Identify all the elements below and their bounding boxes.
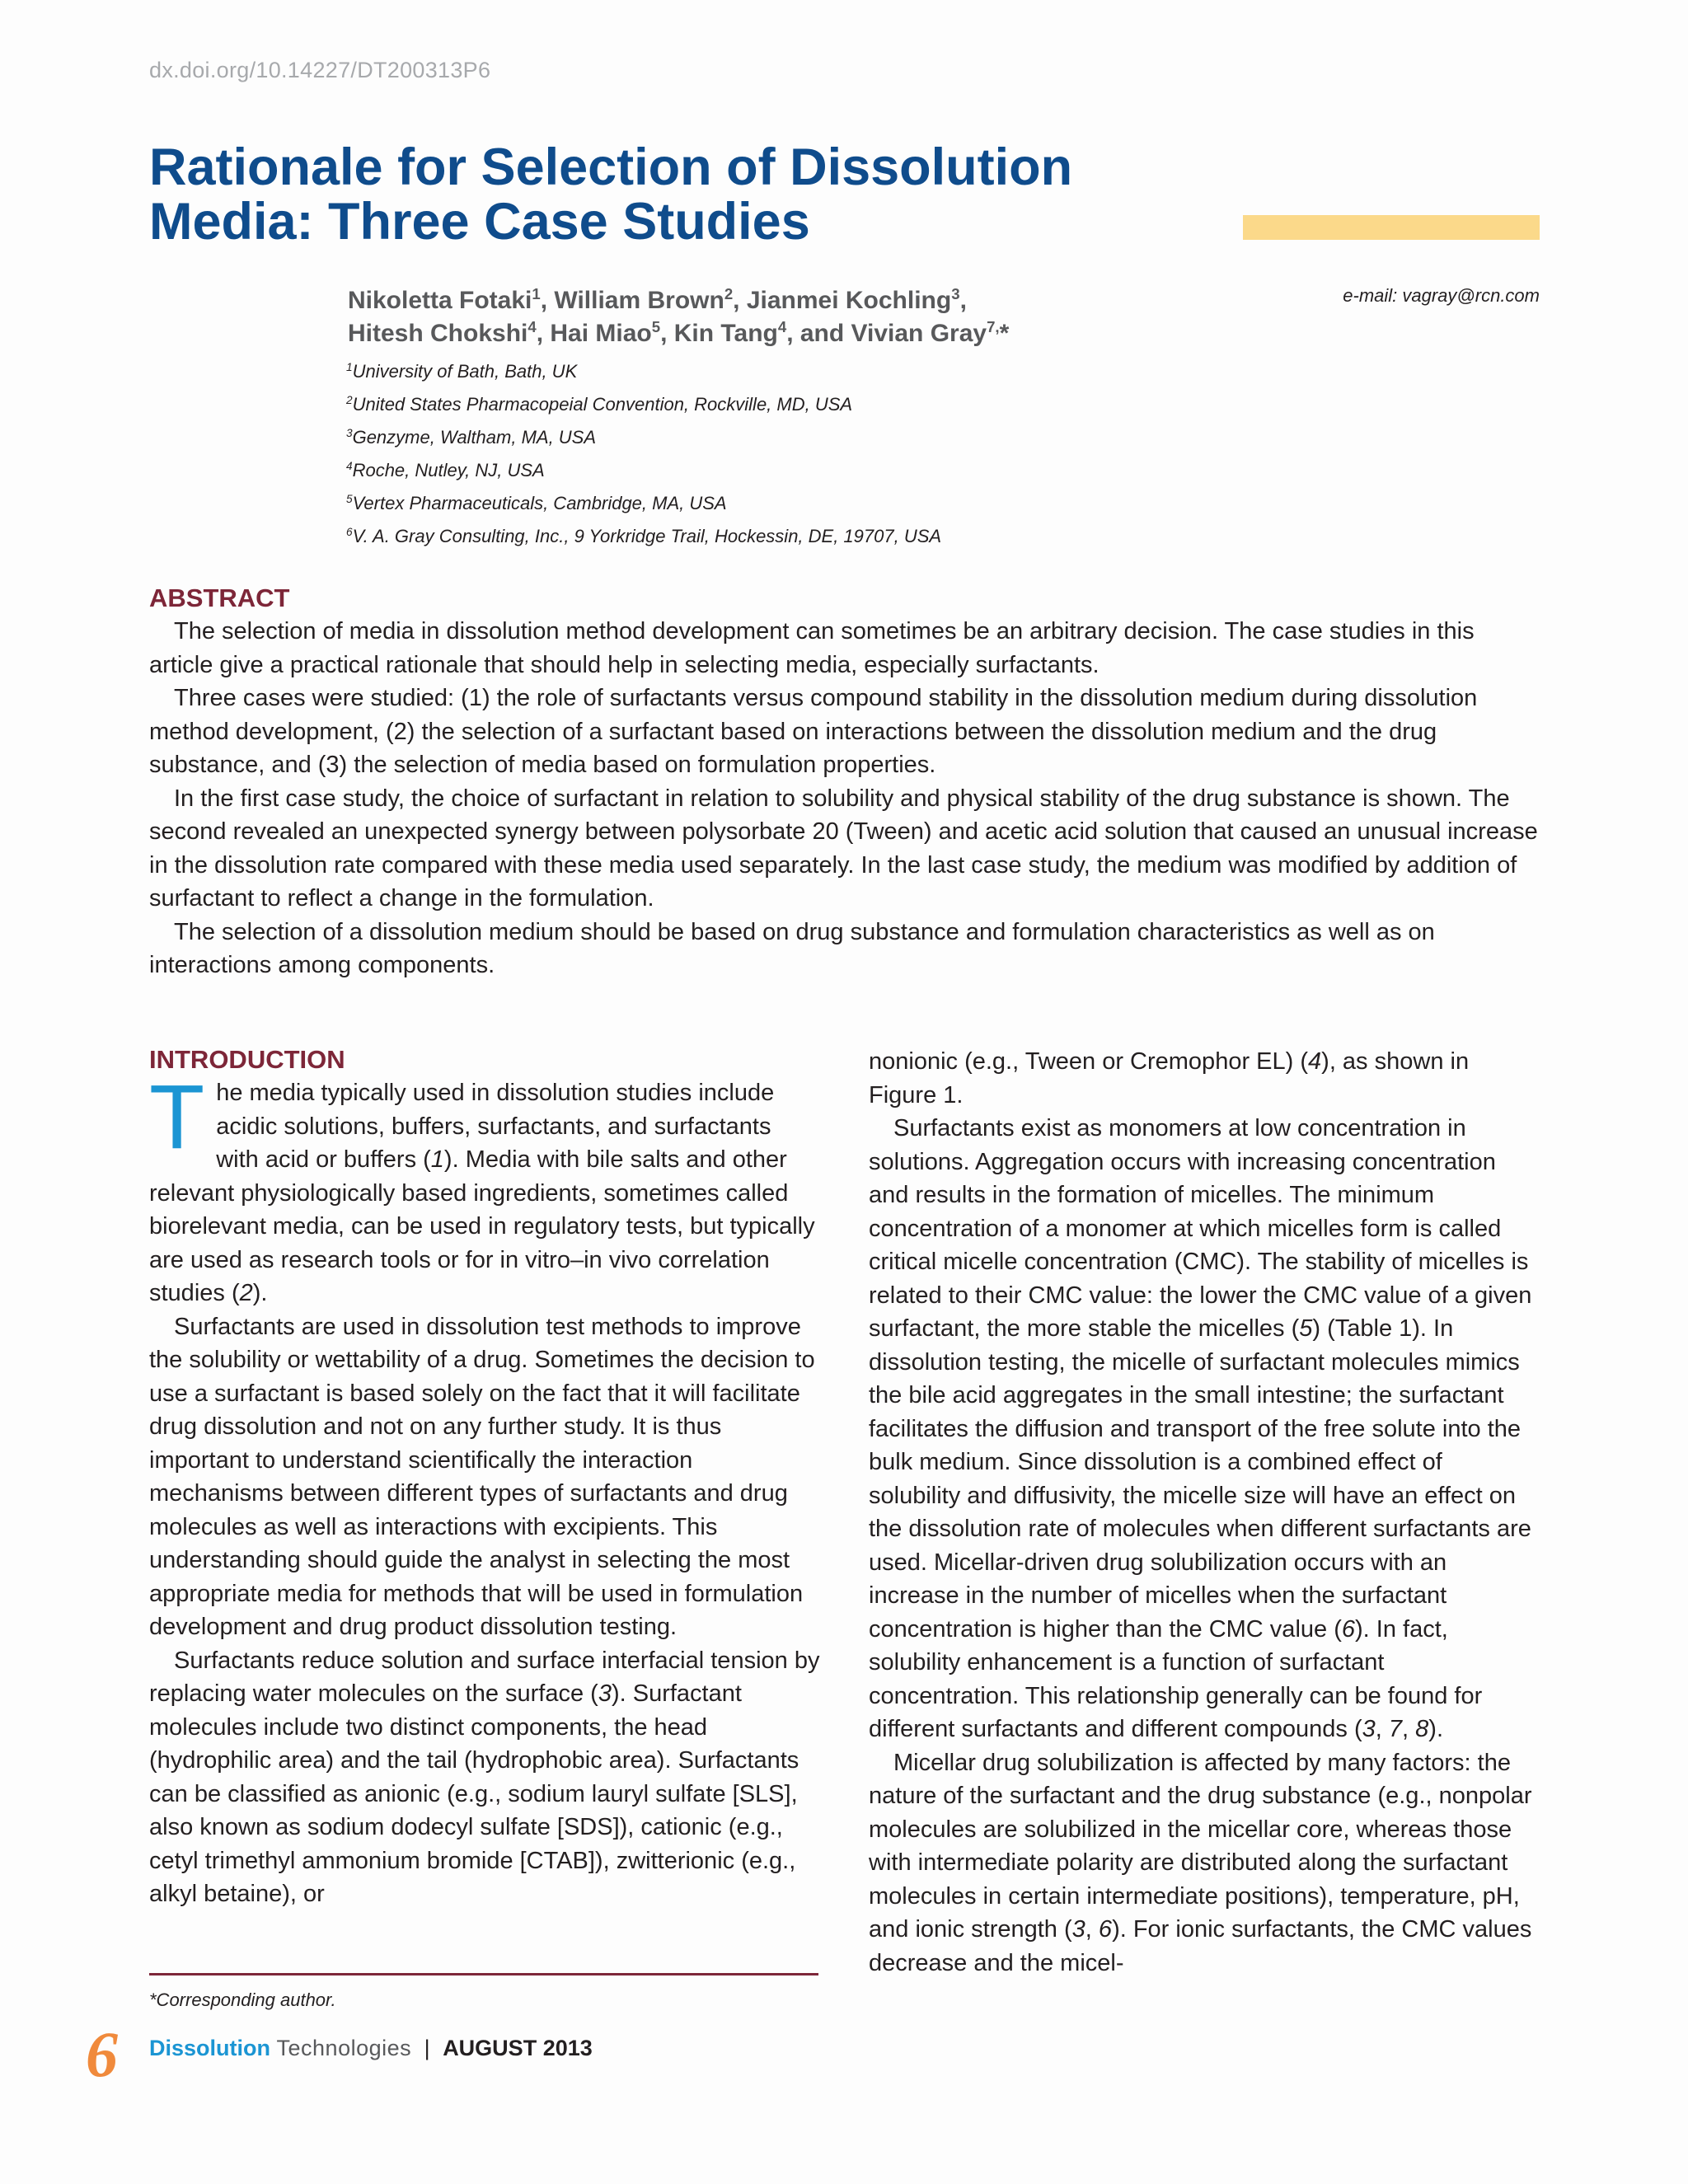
footnote: *Corresponding author.: [149, 1990, 336, 2010]
journal-name-part1: Dissolution: [149, 2036, 270, 2060]
abstract-paragraph: The selection of a dissolution medium should be based on drug substance and formulation characteristics as well as on interactions among components.: [149, 918, 1435, 978]
body-paragraph: Micellar drug solubilization is affected by many factors: the nature of the surfactant and the drug substance (e.g., nonpolar molecules are solubilized in the micellar core, whereas those with intermediate polarity are distributed along the surfactant molecules in certain intermediate positions), temperature, pH, and ionic strength (3, 6). For ionic surfactants, the CMC values decrease and the micel-: [869, 1749, 1532, 1976]
abstract-paragraph: The selection of media in dissolution method development can sometimes be an arbitrary decision. The case studies in this article give a practical rationale that should help in selecting media, especially surfactants.: [149, 618, 1475, 678]
abstract-paragraph: In the first case study, the choice of surfactant in relation to solubility and physical stability of the drug substance is shown. The second revealed an unexpected synergy between polysorbate 20 (Tween) and acetic acid solution that caused an unusual increase in the dissolution rate compared with these media used separately. In the last case study, the medium was modified by addition of surfactant to reflect a change in the formulation.: [149, 785, 1538, 912]
affiliation: $^6$V. A. Gray Consulting, Inc., 9 Yorkridge Trail, Hockessin, DE, 19707, USA: [346, 525, 942, 546]
author-list: [348, 284, 1172, 350]
body-column-right: [869, 1045, 1540, 1980]
affiliation: $^5$Vertex Pharmaceuticals, Cambridge, MA, USA: [346, 492, 727, 513]
email-address[interactable]: e-mail: vagray@rcn.com: [1343, 285, 1540, 306]
intro-first-paragraph: The media typically used in dissolution studies include acidic solutions, buffers, surfactants, and surfactants with acid or buffers (1). Media with bile salts and other relevant physiologically based ingredients, sometimes called biorelevant media, can be used in regulatory tests, but typically are used as research tools or for in vitro–in vivo correlation studies (2).: [149, 1066, 815, 1306]
page-number: 6: [86, 2018, 118, 2090]
affiliation: $^4$Roche, Nutley, NJ, USA: [346, 459, 545, 480]
issue-date: AUGUST 2013: [443, 2036, 593, 2060]
body-column-left: [149, 1043, 820, 1911]
abstract-paragraph: Three cases were studied: (1) the role of surfactants versus compound stability in the dissolution medium during dissolution method development, (2) the selection of a surfactant based on interactions between the dissolution medium and the drug substance, and (3) the selection of media based on formulation properties.: [149, 685, 1478, 778]
introduction-heading: INTRODUCTION: [149, 1045, 345, 1074]
footnote-rule: [149, 1973, 818, 1975]
author-line: Hitesh Chokshi$^4$, Hai Miao$^5$, Kin Tang$^4$, and Vivian Gray$^{7,}$*: [348, 317, 1010, 347]
affiliation: $^2$United States Pharmacopeial Convention, Rockville, MD, USA: [346, 393, 853, 415]
doi-link[interactable]: dx.doi.org/10.14227/DT200313P6: [149, 58, 491, 82]
body-paragraph: Surfactants exist as monomers at low concentration in solutions. Aggregation occurs with increasing concentration and results in the formation of micelles. The minimum concentration of a monomer at which micelles form is called critical micelle concentration (CMC). The stability of micelles is related to their CMC value: the lower the CMC value of a given surfactant, the more stable the micelles (5) (Table 1). In dissolution testing, the micelle of surfactant molecules mimics the bile acid aggregates in the small intestine; the surfactant facilitates the diffusion and transport of the free solute into the bulk medium. Since dissolution is a combined effect of solubility and diffusivity, the micelle size will have an effect on the dissolution rate of molecules when different surfactants are used. Micellar-driven drug solubilization occurs with an increase in the number of micelles when the surfactant concentration is higher than the CMC value (6). In fact, solubility enhancement is a function of surfactant concentration. This relationship generally can be found for different surfactants and different compounds (3, 7, 8).: [869, 1115, 1532, 1742]
author-line: Nikoletta Fotaki$^1$, William Brown$^2$, Jianmei Kochling$^3$,: [348, 284, 967, 314]
footer-separator: |: [424, 2036, 430, 2060]
accent-bar: [1243, 215, 1540, 240]
body-paragraph: Surfactants reduce solution and surface interfacial tension by replacing water molecules on the surface (3). Surfactant molecules include two distinct components, the head (hydrophilic area) and the tail (hydrophobic area). Surfactants can be classified as anionic (e.g., sodium lauryl sulfate [SLS], also known as sodium dodecyl sulfate [SDS]), cationic (e.g., cetyl trimethyl ammonium bromide [CTAB]), zwitterionic (e.g., alkyl betaine), or: [149, 1647, 820, 1907]
affiliation-list: [346, 355, 1170, 553]
title-line-1: Rationale for Selection of Dissolution: [149, 138, 1073, 196]
body-paragraph-continuation: nonionic (e.g., Tween or Cremophor EL) (4), as shown in Figure 1.: [869, 1048, 1470, 1108]
affiliation: $^3$Genzyme, Waltham, MA, USA: [346, 426, 597, 448]
abstract-heading: ABSTRACT: [149, 583, 290, 612]
affiliation: $^1$University of Bath, Bath, UK: [346, 360, 578, 382]
journal-name-part2: Technologies: [276, 2036, 412, 2060]
abstract-section: [149, 582, 1542, 982]
article-title: [149, 140, 1138, 249]
drop-cap: T: [149, 1066, 205, 1168]
title-line-2: Media: Three Case Studies: [149, 193, 810, 251]
body-paragraph: Surfactants are used in dissolution test methods to improve the solubility or wettability of a drug. Sometimes the decision to use a surfactant is based solely on the fact that it will facilitate drug dissolution and not on any further study. It is thus important to understand scientifically the interaction mechanisms between different types of surfactants and drug molecules as well as interactions with excipients. This understanding should guide the analyst in selecting the most appropriate media for methods that will be used in formulation development and drug product dissolution testing.: [149, 1313, 815, 1640]
journal-footer: [149, 2036, 593, 2061]
